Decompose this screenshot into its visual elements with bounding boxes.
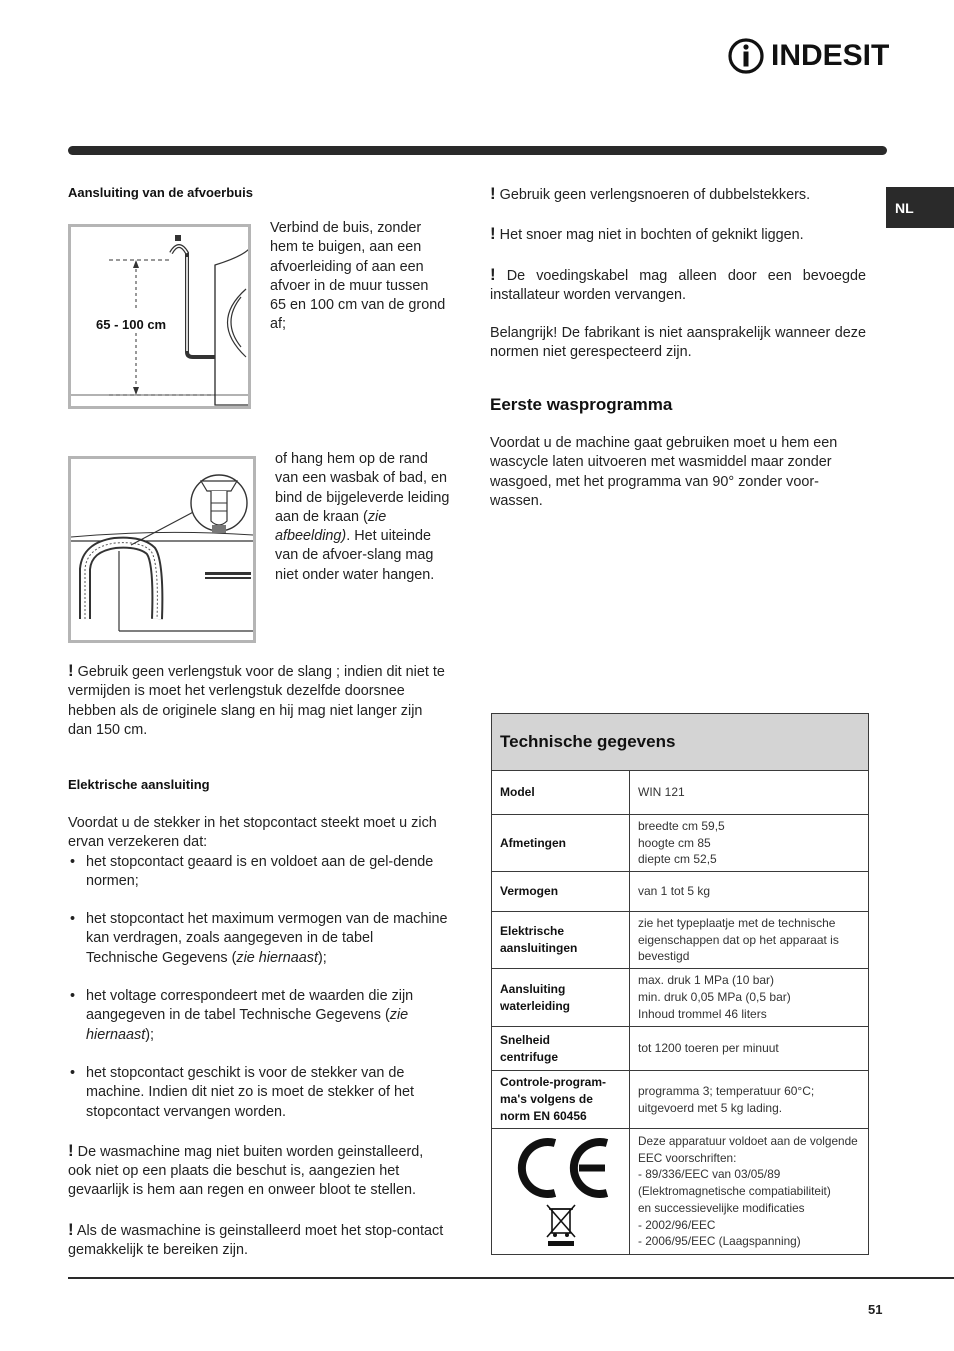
hose-extension-warning [68, 661, 448, 740]
warning-mark: ! [490, 184, 496, 203]
basin-drain-illustration [71, 459, 253, 640]
spec-value: breedte cm 59,5 hoogte cm 85 diepte cm 52,5 [630, 815, 869, 872]
electric-heading: Elektrische aansluiting [68, 777, 210, 792]
spec-value: max. druk 1 MPa (10 bar) min. druk 0,05 MPa (0,5 bar) Inhoud trommel 46 liters [630, 969, 869, 1027]
indesit-i-icon [727, 36, 765, 76]
spec-key: Model [492, 771, 630, 815]
spec-value: WIN 121 [630, 771, 869, 815]
brand-logo [727, 36, 889, 76]
ce-mark-icon [511, 1137, 611, 1199]
cable-bend-warning [490, 224, 866, 245]
drain-text-basin-part2: . Het uiteinde van de afvoer-slang mag niet onder water hangen. [275, 528, 435, 583]
table-row [492, 815, 869, 872]
electric-section [68, 814, 448, 1260]
table-row [492, 1129, 869, 1255]
electric-bullet-4: • het stopcontact geschikt is voor de stekker van de machine. Indien dit niet zo is moet de stekker of het stopcontact vervangen worden. [68, 1064, 448, 1122]
extension-cord-warning-text: Gebruik geen verlengsnoeren of dubbelstekkers. [499, 187, 811, 203]
drain-text-wall: Verbind de buis, zonder hem te buigen, aan een afvoerleiding of aan een afvoer in de muur tussen 65 en 100 cm van de grond af; [270, 220, 446, 333]
see-figure-note: zie afbeelding) [275, 508, 387, 545]
hose-extension-warning-text: Gebruik geen verlengstuk voor de slang ; indien dit niet te vermijden is moet het verlengstuk dezelfde doorsnee hebben als de originele slang en hij mag niet langer zijn dan 150 cm. [68, 664, 445, 738]
language-tab: NL [886, 187, 954, 228]
outside-install-warning-text: De wasmachine mag niet buiten worden geinstalleerd, ook niet op een plaats die beschut is, aangezien het gevaarlijk is hem aan regen en onweer bloot te stellen. [68, 1143, 424, 1199]
brand-name: INDESIT [771, 39, 890, 72]
drain-wall-figure [68, 224, 251, 409]
tech-specs-table [491, 713, 869, 1255]
tech-table-wrapper [491, 713, 869, 1255]
page-number: 51 [868, 1302, 883, 1317]
spec-value: van 1 tot 5 kg [630, 872, 869, 912]
drain-text-basin-part1: of hang hem op de rand van een wasbak of bad, en bind de bijgeleverde leiding aan de kraan ( [275, 451, 450, 525]
warning-mark: ! [68, 1219, 74, 1239]
bullet2-text-b: ); [318, 949, 327, 966]
spec-key: Controle-program- ma's volgens de norm EN 60456 [492, 1071, 630, 1129]
extension-cord-warning [490, 184, 866, 205]
warning-mark: ! [490, 264, 496, 284]
tech-table-title: Technische gegevens [492, 714, 869, 771]
socket-access-warning-text: Als de wasmachine is geinstalleerd moet het stop-contact gemakkelijk te bereiken zijn. [68, 1222, 444, 1259]
table-row [492, 912, 869, 969]
warning-mark: ! [68, 661, 74, 680]
drain-heading: Aansluiting van de afvoerbuis [68, 185, 253, 200]
cable-replace-warning [490, 265, 866, 306]
first-wash-text: Voordat u de machine gaat gebruiken moet u hem een wascycle laten uitvoeren met wasmiddel maar zonder wasgoed, met het programma van 90° zonder voor-wassen. [490, 435, 838, 509]
spec-value: programma 3; temperatuur 60°C; uitgevoerd met 5 kg lading. [630, 1071, 869, 1129]
warning-mark: ! [68, 1140, 74, 1160]
right-warnings [490, 184, 866, 363]
spec-key: Snelheid centrifuge [492, 1027, 630, 1071]
table-row [492, 969, 869, 1027]
footer-line [68, 1277, 954, 1279]
electric-bullet-2 [68, 910, 448, 968]
socket-access-warning [68, 1220, 448, 1261]
drain-basin-figure [68, 456, 256, 643]
liability-note: Belangrijk! De fabrikant is niet aansprakelijk wanneer deze normen niet gerespecteerd zijn. [490, 325, 866, 361]
drain-text-basin [275, 450, 450, 585]
first-wash-heading: Eerste wasprogramma [490, 395, 673, 414]
electric-bullet-3 [68, 987, 448, 1045]
height-range-label: 65 - 100 cm [96, 317, 167, 332]
table-row [492, 1071, 869, 1129]
table-row [492, 771, 869, 815]
spec-key: Elektrische aansluitingen [492, 912, 630, 969]
header-bar [68, 146, 887, 155]
table-row [492, 872, 869, 912]
outside-install-warning [68, 1141, 448, 1201]
spec-value: tot 1200 toeren per minuut [630, 1027, 869, 1071]
spec-key: Vermogen [492, 872, 630, 912]
weee-bin-icon [544, 1203, 578, 1247]
warning-mark: ! [490, 224, 496, 244]
bullet3-text-b: ); [145, 1026, 154, 1043]
spec-key: Afmetingen [492, 815, 630, 872]
cable-bend-warning-text: Het snoer mag niet in bochten of geknikt liggen. [499, 227, 804, 244]
table-row [492, 1027, 869, 1071]
bullet3-text-a: het voltage correspondeert met de waarden die zijn aangegeven in de tabel Technische Gegevens ( [86, 988, 414, 1024]
spec-value: Deze apparatuur voldoet aan de volgende EEC voorschriften: - 89/336/EEC van 03/05/89 (Elektromagnetische compatiabiliteit) en successievelijke modificaties - 2002/96/EEC - 2006/95/EEC (Laagspanning) [630, 1129, 869, 1255]
ce-marks-cell [492, 1129, 630, 1255]
bullet2-see-aside: zie hiernaast [236, 949, 318, 966]
spec-value: zie het typeplaatje met de technische eigenschappen dat op het apparaat is bevestigd [630, 912, 869, 969]
bullet3-see-aside: zie hiernaast [86, 1007, 409, 1043]
spec-key: Aansluiting waterleiding [492, 969, 630, 1027]
electric-intro: Voordat u de stekker in het stopcontact steekt moet u zich ervan verzekeren dat: [68, 815, 437, 851]
electric-bullet-1: • het stopcontact geaard is en voldoet aan de gel-dende normen; [68, 853, 448, 892]
cable-replace-warning-text: De voedingskabel mag alleen door een bevoegde installateur worden vervangen. [490, 267, 867, 303]
bullet2-text-a: het stopcontact het maximum vermogen van de machine kan verdragen, zoals aangegeven in de tabel Technische Gegevens ( [86, 911, 448, 966]
